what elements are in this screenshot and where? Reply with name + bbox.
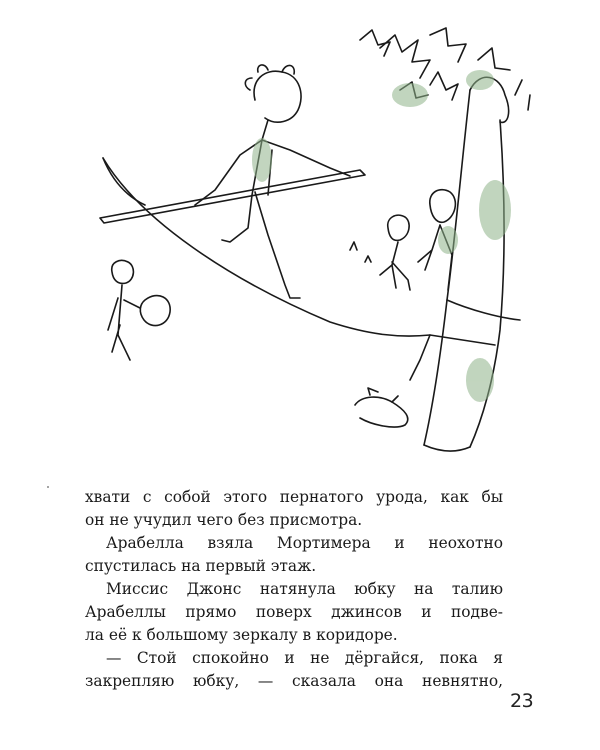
paragraph-2 xyxy=(85,532,503,578)
paragraph-4 xyxy=(85,647,503,693)
page-number: 23 xyxy=(510,690,534,712)
paragraph-1 xyxy=(85,486,503,532)
text-line: Миссис Джонс натянула юбку на талию xyxy=(106,580,503,598)
text-line: — Стой спокойно и не дёргайся, пока я xyxy=(106,649,503,667)
foliage-shading xyxy=(252,70,511,402)
tightrope xyxy=(103,158,495,345)
text-line: Арабелла взяла Мортимера и неохотно xyxy=(106,534,503,552)
dog xyxy=(355,397,408,427)
text-line: закрепляю юбку, — сказала она невнятно, xyxy=(85,672,503,690)
text-line: хвати с собой этого пернатого урода, как бы xyxy=(85,488,503,506)
paragraph-3 xyxy=(85,578,503,647)
tree-trunk xyxy=(424,90,470,445)
text-line: он не учудил чего без присмотра. xyxy=(85,511,363,529)
text-line: ла её к большому зеркалу в коридоре. xyxy=(85,626,398,644)
text-line: Арабеллы прямо поверх джинсов и подве- xyxy=(85,603,503,621)
person-small xyxy=(388,215,409,240)
text-line: спустилась на первый этаж. xyxy=(85,557,317,575)
margin-dot xyxy=(47,486,49,488)
person-tall xyxy=(430,190,456,223)
walker-head xyxy=(254,71,301,122)
child-with-ball xyxy=(112,260,134,283)
balance-pole xyxy=(100,170,365,223)
